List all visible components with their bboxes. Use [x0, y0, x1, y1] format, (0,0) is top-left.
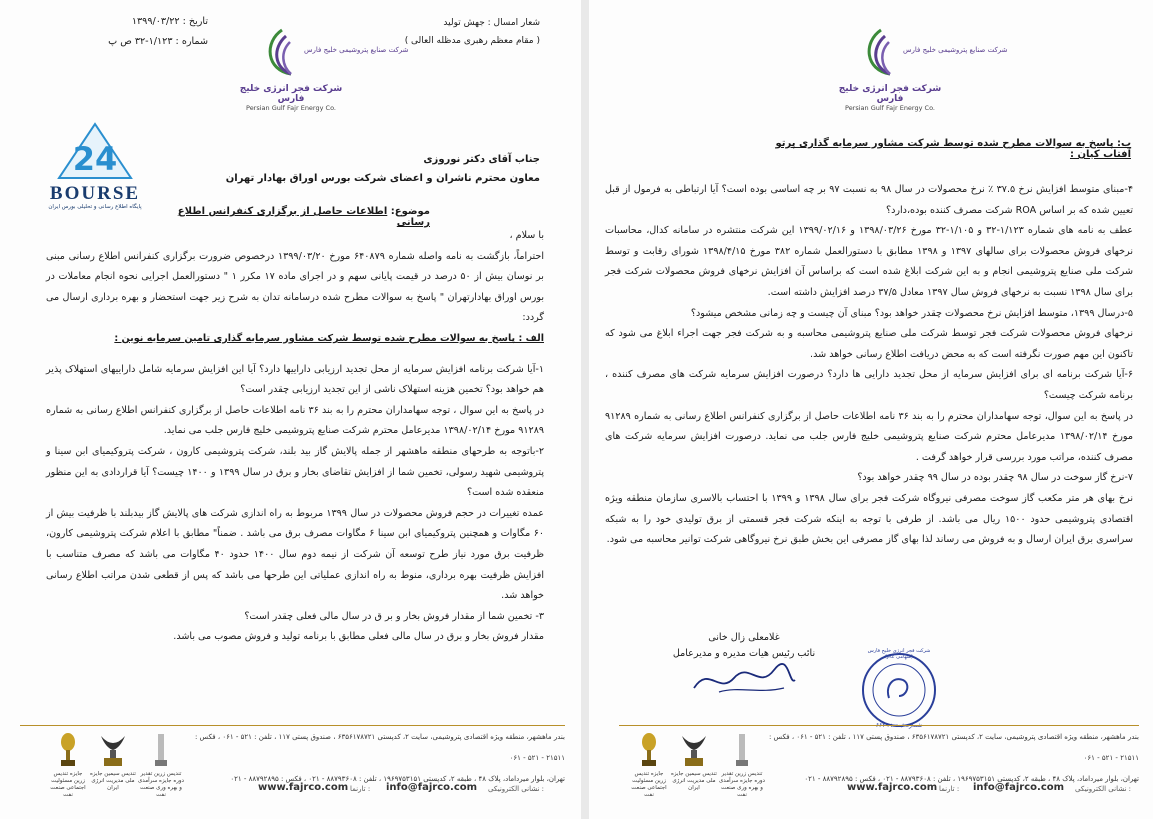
letter-date — [58, 12, 208, 32]
award-2 — [88, 732, 138, 792]
award-1-label: جایزه تندیس زرین مسئولیت اجتماعی صنعت نفت — [631, 771, 667, 798]
answer-7: نرخ بهای هر متر مکعب گاز سوخت مصرفی نیروگاه شرکت فجر برای سال ۱۳۹۸ و ۱۳۹۹ با احتساب بالاسری سازمان منطقه ویژه اقتصادی پتروشیمی حدود ۱۵۰۰ ریال می باشد. از طرفی با توجه به اینکه شرکت فجر قسمتی از برق تولیدی خود را به شبکه سراسری برق ایران ارسال و به فروش می رساند لذا بهای گاز مصرفی این بخش طبق نرخ نیروگاهی شرکت توانیر محاسبه می شود. — [605, 492, 1133, 546]
logo-caption: شرکت صنایع پتروشیمی خلیج فارس — [304, 46, 409, 54]
trophy-tower-icon — [734, 732, 750, 768]
footer-address — [759, 727, 1139, 790]
stamp-text: شرکت فجر انرژی خلیج فارس (سهامی عام) — [867, 648, 931, 660]
intro-paragraph: احتراماً، بازگشت به نامه واصله شماره ۶۴۰۸۷۹ مورخ ۱۳۹۹/۰۳/۲۰ درخصوص ضرورت برگزاری کنفرانس اطلاع رسانی مبنی بر نوسان بیش از ۵۰ درصد در قیمت پایانی سهم و در اجرای ماده ۱۷ مکرر ۱ " دستورالعمل اجرایی نحوه انجام معاملات در بورس اوراق بهادارتهران " پاسخ به سوالات مطرح شده درسامانه تدان به شرح زیر جهت استحضار و بهره برداری ارسال می گردد: — [46, 250, 544, 324]
award-1-label: جایزه تندیس زرین مسئولیت اجتماعی صنعت نفت — [50, 771, 86, 798]
question-2: ۲-باتوجه به طرحهای منطقه ماهشهر از جمله پالایش گاز بید بلند، شرکت پتروشیمی کارون ، شرکت پتروکیمیای ابن سینا و پتروشیمی شهید رسولی، تخمین شما از افزایش تقاضای بخار و برق در سال ۱۳۹۹ و ۱۴۰۰ چیست؟ آیا قراردادی به این منظور منعقده شده است؟ — [46, 445, 545, 499]
footer-website-label: تارنما : — [350, 785, 371, 793]
letter-body-2 — [605, 180, 1133, 551]
footer-email-label: نشانی الکترونیکی : — [488, 785, 544, 793]
fajr-logo-icon — [855, 22, 1008, 80]
subject-label: موضوع: — [390, 206, 430, 217]
date-value: ۱۳۹۹/۰۳/۲۲ — [131, 16, 180, 27]
company-logo — [226, 22, 409, 112]
award-2-label: تندیس سیمین جایزه ملی مدیریت انرژی ایران — [671, 771, 717, 791]
award-3 — [138, 732, 184, 799]
trophy-gold-icon — [56, 732, 80, 768]
bourse-24-icon — [55, 122, 135, 180]
question-4: ۴-مبنای متوسط افزایش نرخ ۳۷.۵ ٪ نرخ محصولات در سال ۹۸ به نسبت ۹۷ بر چه اساسی بوده است؟ آیا ارتباطی به فرمول از قبل تعیین شده که بر اساس ROA شرکت مصرف کننده بوده،دارد؟ — [605, 184, 1133, 216]
company-logo-2 — [825, 22, 1008, 112]
letter-number — [58, 32, 208, 52]
question-1: ۱-آیا شرکت برنامه افزایش سرمایه از محل تجدید ارزیابی داراییها دارد؟ آیا این افزایش سرمایه شامل داراییهای استهلاک پذیر هم خواهد بود؟ تخمین هزینه استهلاک ناشی از این تجدید ارزیابی چقدر است؟ — [46, 363, 544, 396]
number-value: ۱/۱۲۳-۳۲ ص پ — [108, 36, 173, 47]
signatory-name: غلامعلی زال خانی — [708, 632, 780, 643]
slogan-attribution: ( مقام معظم رهبری مدظله العالی ) — [404, 36, 540, 46]
answer-3: مقدار فروش بخار و برق در سال مالی فعلی مطابق با برنامه تولید و فروش مصوب می باشد. — [173, 631, 544, 643]
letter-page-2 — [589, 0, 1153, 819]
bourse-tagline: پایگاه اطلاع رسانی و تحلیلی بورس ایران — [48, 204, 142, 210]
subject-line — [160, 206, 430, 228]
bourse-name: BOURSE — [49, 183, 141, 204]
bourse-logo — [40, 122, 150, 210]
addressee-name: جناب آقای دکتر نوروزی — [423, 154, 540, 165]
logo-caption: شرکت صنایع پتروشیمی خلیج فارس — [903, 46, 1008, 54]
number-label: شماره : — [175, 36, 208, 47]
subject-text: اطلاعات حاصل از برگزاری کنفرانس اطلاع رسانی — [177, 206, 430, 228]
footer-address — [180, 727, 565, 790]
company-name-en: Persian Gulf Fajr Energy Co. — [246, 104, 336, 112]
addressee-title: معاون محترم ناشران و اعضای شرکت بورس اوراق بهادار تهران — [225, 173, 540, 184]
section-b-heading: ب: پاسخ به سوالات مطرح شده توسط شرکت مشاور سرمایه گذاری پرتو آفتاب کیان : — [775, 138, 1131, 160]
footer-address-1: بندر ماهشهر، منطقه ویژه اقتصادی پتروشیمی، سایت ۲، کدپستی ۶۳۵۶۱۷۸۷۲۱ ، صندوق پستی ۱۱۷ ، تلفن : ۵۲۱ - ۰۶۱ ، فکس : ۲۱۵۱۱ - ۵۲۱ - ۰۶۱ — [194, 733, 565, 762]
company-name-en: Persian Gulf Fajr Energy Co. — [845, 104, 935, 112]
slogan-block — [380, 14, 540, 50]
fajr-logo-icon — [256, 22, 409, 80]
company-name-fa: شرکت فجر انرژی خلیج فارس — [838, 84, 942, 104]
letter-body — [46, 226, 544, 648]
footer-website[interactable]: www.fajrco.com — [847, 782, 938, 793]
award-3-label: تندیس زرین تقدیر دوره جایزه سرآمدی و بهره وری صنعت نفت — [138, 771, 184, 798]
trophy-gold-icon — [637, 732, 661, 768]
award-3-label: تندیس زرین تقدیر دوره جایزه سرآمدی و بهره وری صنعت نفت — [719, 771, 765, 798]
trophy-tower-icon — [153, 732, 169, 768]
signature-block — [669, 630, 819, 662]
question-6: ۶-آیا شرکت برنامه ای برای افزایش سرمایه از محل تجدید دارایی ها دارد؟ درصورت افزایش سرمایه شرکت های مصرف کننده ، برنامه شرکت چیست؟ — [605, 369, 1133, 401]
addressee-block — [220, 150, 540, 188]
letter-meta — [58, 12, 208, 52]
greeting: با سلام ، — [509, 230, 544, 241]
footer-address-2: تهران، بلوار میرداماد، پلاک ۴۸ ، طبقه ۲، کدپستی ۱۹۶۹۷۵۳۱۵۱ ، تلفن : ۸۸۷۹۳۶۰۸ - ۰۲۱ ، فکس : ۸۸۷۹۲۸۹۵ - ۰۲۱ — [230, 775, 565, 783]
date-label: تاریخ : — [182, 16, 208, 27]
question-7: ۷-نرخ گاز سوخت در سال ۹۸ چقدر بوده در سال ۹۹ چقدر خواهد بود؟ — [857, 472, 1133, 484]
footer-email[interactable]: info@fajrco.com — [386, 782, 478, 793]
answer-6: در پاسخ به این سوال، توجه سهامداران محترم را به بند ۳۶ نامه اطلاعات حاصل از برگزاری کنفرانس اطلاع رسانی به شماره ۹۱۲۸۹ مورخ ۱۳۹۸/۰۲/۱۴ مدیرعامل محترم شرکت صنایع پتروشیمی خلیج فارس جلب می نماید. درصورت افزایش سرمایه شرکت های مصرف کننده، مراتب مورد بررسی قرار خواهد گرفت . — [605, 410, 1133, 463]
stamp-seal-icon — [859, 650, 939, 730]
page-gutter — [581, 0, 589, 819]
footer-address-2: تهران، بلوار میرداماد، پلاک ۴۸ ، طبقه ۲، کدپستی ۱۹۶۹۷۵۳۱۵۱ ، تلفن : ۸۸۷۹۳۶۰۸ - ۰۲۱ ، فکس : ۸۸۷۹۲۸۹۵ - ۰۲۱ — [804, 775, 1139, 783]
company-stamp — [859, 650, 939, 730]
answer-5: نرخهای فروش محصولات شرکت فجر توسط شرکت ملی صنایع پتروشیمی محاسبه و به شرکت فجر جهت اجراء ابلاغ می شود که تاکنون این مهم صورت نگرفته است که به محض دریافت اطلاع رسانی خواهد شد. — [605, 328, 1133, 360]
section-a-heading: الف : پاسخ به سوالات مطرح شده توسط شرکت مشاور سرمایه گذاری تامین سرمایه نوین : — [114, 332, 544, 344]
question-3: ۳- تخمین شما از مقدار فروش بخار و بر ق در سال مالی فعلی چقدر است؟ — [244, 610, 544, 622]
award-2-label: تندیس سیمین جایزه ملی مدیریت انرژی ایران — [90, 771, 136, 791]
footer-website[interactable]: www.fajrco.com — [258, 782, 349, 793]
question-5: ۵-درسال ۱۳۹۹، متوسط افزایش نرخ محصولات چقدر خواهد بود؟ مبنای آن چیست و چه زمانی مشخص میشود؟ — [690, 307, 1133, 319]
footer-rule — [20, 725, 565, 726]
company-name-fa: شرکت فجر انرژی خلیج فارس — [239, 84, 343, 104]
handwritten-signature — [689, 660, 799, 700]
footer-email-label: نشانی الکترونیکی : — [1075, 785, 1131, 793]
answer-1: در پاسخ به این سوال ، توجه سهامداران محترم را به بند ۳۶ نامه اطلاعات حاصل از برگزاری کنفرانس اطلاع رسانی به شماره ۹۱۲۸۹ مورخ ۱۳۹۸/۰۲/۱۴ مدیرعامل محترم شرکت صنایع پتروشیمی خلیج فارس جلب می نماید. — [46, 404, 544, 437]
bourse-mark: 24 — [72, 140, 118, 178]
answer-2: عمده تغییرات در حجم فروش محصولات در سال ۱۳۹۹ مربوط به راه اندازی شرکت های پالایش گاز بیدبلند با ظرفیت بیش از ۶۰ مگاوات و همچنین پتروکیمیای ابن سینا ۶ مگاوات مصرف برق می باشد . ضمناً" مطابق با اعلام شرکت پتروشیمی کارون، ظرفیت برق مورد نیاز طرح توسعه آن شرکت از نیمه دوم سال ۱۴۰۰ حدود ۴۰ مگاوات می باشد که مصرف متناسب با افزایش ظرفیت بهره برداری، منوط به راه اندازی عملیاتی این طرحها می باشد که پس از قطعی شدن مراتب اطلاع رسانی خواهد شد. — [46, 507, 545, 602]
award-1 — [48, 732, 88, 799]
award-2 — [669, 732, 719, 792]
award-3 — [719, 732, 765, 799]
award-1 — [629, 732, 669, 799]
trophy-horns-icon — [98, 732, 128, 768]
footer-email[interactable]: info@fajrco.com — [973, 782, 1065, 793]
section-b-heading-wrap — [769, 138, 1131, 160]
trophy-horns-icon — [679, 732, 709, 768]
footer-address-1: بندر ماهشهر، منطقه ویژه اقتصادی پتروشیمی، سایت ۲، کدپستی ۶۳۵۶۱۷۸۷۲۱ ، صندوق پستی ۱۱۷ ، تلفن : ۵۲۱ - ۰۶۱ ، فکس : ۲۱۵۱۱ - ۵۲۱ - ۰۶۱ — [768, 733, 1139, 762]
answer-4: عطف به نامه های شماره ۱/۱۲۳-۳۲ و ۱/۱۰۵-۳۲ مورخ ۱۳۹۸/۰۳/۲۶ و ۱۳۹۹/۰۲/۱۶ این شرکت منتشره در سامانه کدال، محاسبات نرخهای فروش محصولات برای سالهای ۱۳۹۷ و ۱۳۹۸ مطابق با دستورالعمل شماره ۳۸۲ مورخ ۱۳۹۸/۴/۱۵ شورای رقابت و توسط شرکت ملی صنایع پتروشیمی انجام و به این شرکت ابلاغ شده است که براساس آن افزایش نرخهای فروش محصولات شرکت فجر برای سال ۱۳۹۸ نسبت به نرخهای فروش سال ۱۳۹۷ معادل ۳۷/۵ درصد افزایش داشته است. — [605, 225, 1134, 298]
footer-website-label: تارنما : — [939, 785, 960, 793]
footer-rule — [619, 725, 1139, 726]
slogan-text: شعار امسال : جهش تولید — [443, 18, 540, 28]
signatory-title: نائب رئیس هیات مدیره و مدیرعامل — [672, 648, 816, 659]
